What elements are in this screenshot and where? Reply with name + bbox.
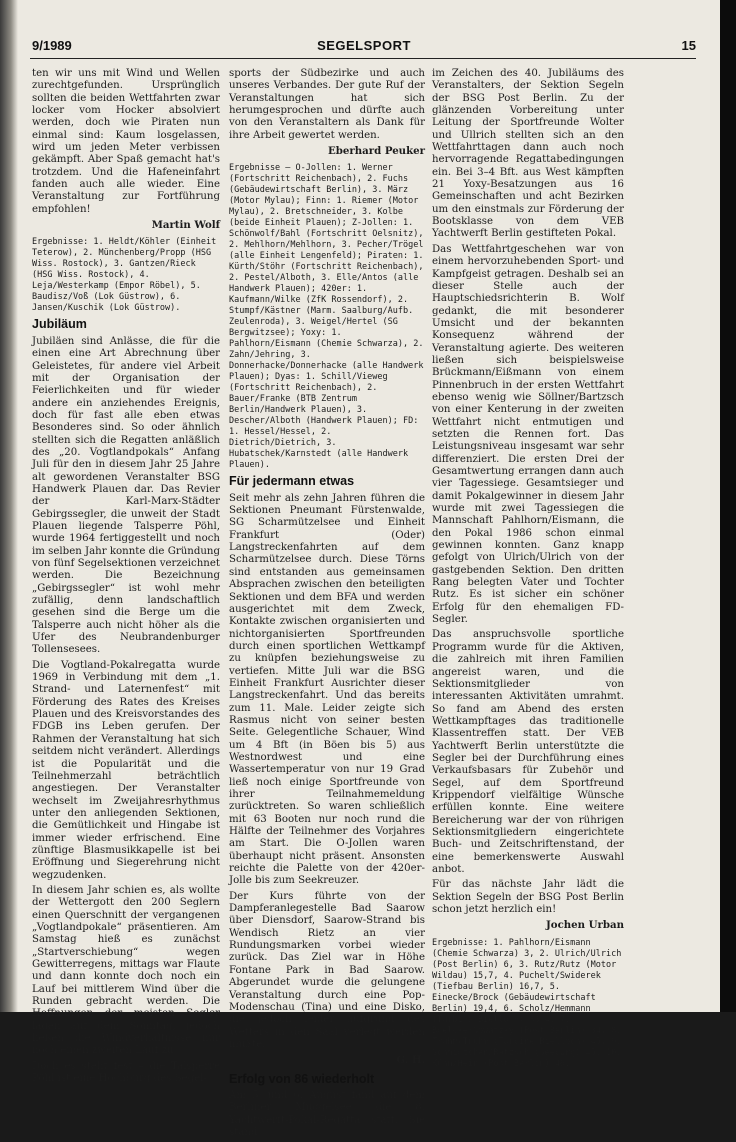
- paragraph: Die Vogtland-Pokalregatta wurde 1969 in Verbindung mit dem „1. Strand- und Laternenfest“ mit Förderung des Rates des Kreises Plauen und des Kreisvorstandes des FDGB ins Leben gerufen. Der Rahmen der Veranstaltung hat sich seitdem nicht verändert. Allerdings ist die Popularität und die Teilnehmerzahl beträchtlich angestiegen. Der Veranstalter wechselt im Zweijahresrhythmus unter den anliegenden Sektionen, die Gemütlichkeit und Hingabe ist immer wieder erfrischend. Eine zünftige Blasmusikkapelle ist bei Eröffnung und Siegerehrung nicht wegzudenken.: [32, 659, 220, 881]
- results-block: Ergebnisse: 1. Pahlhorn/Eismann (Chemie Schwarza) 3, 2. Ulrich/Ulrich (Post Berlin) 6, 3. Rutz/Rutz (Motor Wildau) 15,7, 4. Puchelt/Swiderek (Tiefbau Berlin) 16,7, 5. Einecke/Brock (Gebäudewirtschaft Berlin) 19,4, 6. Scholz/Hemmann (Turbine Bielloch) 33,4, 7. Boelcke/Nowatzky (Post Berlin) 34, 8. Truhm/Truhm (Turbine Bielloch) 45, 9. Schmidtchen/Ratzsch (Seeburg) 45, 10. Kühn/Hein (Post Berlin) 46.: [432, 937, 622, 1069]
- paragraph: Das anspruchsvolle sportliche Programm wurde für die Aktiven, die zahlreich mit ihren Familien angereist waren, und die Sektionsmitglieder von interessanten Aktivitäten umrahmt. So fand am Abend des ersten Wettkampftages das traditionelle Klassentreffen statt. Der VEB Yachtwerft Berlin unterstützte die Segler bei der Durchführung eines Verkaufsbasars für Zubehör und Segel, auf dem Sportfreund Krippendorf vielfältige Wünsche erfüllen konnte. Eine weitere Bereicherung war der von rührigen Sektionsmitgliedern eingerichtete Buch- und Zeitschriftenstand, der eine bemerkenswerte Auswahl anbot.: [432, 629, 624, 875]
- header-rule: [30, 58, 696, 59]
- author-signature: Jochen Urban: [545, 919, 624, 932]
- section-heading-fuer-jedermann: Für jedermann etwas: [229, 474, 355, 489]
- column-3: [432, 68, 624, 1073]
- section-heading-jubilaeum: Jubiläum: [32, 317, 87, 332]
- column-2: [229, 68, 425, 1142]
- magazine-title: SEGELSPORT: [317, 38, 411, 53]
- author-signature: G. H.: [396, 1054, 425, 1067]
- paragraph: In diesem Jahr schien es, als wollte der Wettergott den 200 Seglern einen Querschnitt der vergangenen „Vogtlandpokale“ präsentieren. Am Samstag hieß es zunächst „Startverschiebung“ wegen Gewitterregens, mittags war Flaute und dann konnte doch noch ein Lauf bei mittlerem Wind über die Runden gebracht werden. Die Hoffnungen der meisten Segler lagen auf dem Sonntag, jedoch ließen die Windverhältnisse nur noch einen zweiten Lauf zu.: [32, 884, 220, 1057]
- paragraph: Doch es steht fest – die Talsperre Pöhl ist eine Hochburg des Segel-: [32, 1060, 220, 1085]
- results-block: Ergebnisse: 1. Heldt/Köhler (Einheit Teterow), 2. Münchenberg/Propp (HSG Wiss. Rostock), 3. Gantzen/Rieck (HSG Wiss. Rostock), 4. Leja/Westerkamp (Empor Röbel), 5. Baudisz/Voß (Lok Güstrow), 6. Jansen/Kuschik (Lok Güstrow).: [32, 237, 217, 314]
- page-number: 15: [681, 38, 696, 53]
- running-header: [32, 38, 696, 56]
- paragraph: im Zeichen des 40. Jubiläums des Veranstalters, der Sektion Segeln der BSG Post Berlin. Zu der glänzenden Vorbereitung unter Leitung der Sportfreunde Wolter und Ullrich stellten sich an den Wettfahrttagen dann auch noch hervorragende Regattabedingungen ein. Bei 3–4 Bft. aus West kämpften 21 Yoxy-Besatzungen aus 16 Gemeinschaften und acht Bezirken um den einstmals zur Förderung der Bootsklasse von dem VEB Yachtwerft Berlin gestifteten Pokal.: [432, 68, 624, 240]
- page-binding-shadow: [0, 0, 18, 1012]
- paragraph: Für das nächste Jahr lädt die Sektion Segeln der BSG Post Berlin schon jetzt herzlich ein!: [432, 879, 624, 916]
- paragraph: Am 5. und 6. August fand auf dem Berliner Müggelsee die 8. Yachtwerft-Pokal-Regatta statt. Sie stand: [229, 1089, 425, 1138]
- paragraph: Der Kurs führte von der Dampferanlegestelle Bad Saarow über Diensdorf, Saarow-Strand bis Wendisch Rietz an vier Rundungsmarken vorbei wieder zurück. Das Ziel war in Höhe Fontane Park in Bad Saarow. Abgerundet wurde die gelungene Veranstaltung durch eine Pop-Modenschau (Tina) und eine Disko, die jedoch leider aufgrund des Wetters in den Saal verlegt werden mußte.: [229, 890, 425, 1050]
- paragraph: Seit mehr als zehn Jahren führen die Sektionen Pneumant Fürstenwalde, SG Scharmützelsee und Einheit Frankfurt (Oder) Langstreckenfahrten auf dem Scharmützelsee durch. Diese Törns sind entstanden aus gemeinsamen Absprachen zwischen den beteiligten Sektionen und dem BFA und werden ausgerichtet mit dem Zweck, Kontakte zwischen organisierten und nichtorganisierten Sportfreunden durch einen sportlichen Wettkampf zu knüpfen beziehungsweise zu vertiefen. Mitte Juli war die BSG Einheit Frankfurt Ausrichter dieser Langstreckenfahrt. Und das bereits zum 11. Male. Leider zeigte sich Rasmus nicht von seiner besten Seite. Gelegentliche Schauer, Wind um 4 Bft (in Böen bis 5) aus Westnordwest und eine Wassertemperatur von nur 19 Grad ließ noch einige Sportfreunde von ihrer Teilnahmemeldung zurücktreten. So waren schließlich mit 63 Booten nur noch rund die Hälfte der Teilnehmer des Vorjahres am Start. Die O-Jollen waren überhaupt nicht präsent. Ansonsten reichte die Palette von der 420er-Jolle bis zum Seekreuzer.: [229, 492, 425, 887]
- paragraph: sports der Südbezirke und auch unseres Verbandes. Der gute Ruf der Veranstaltungen hat sich herumgesprochen und dürfte auch von den Veranstaltern als Dank für ihre Arbeit gewertet werden.: [229, 68, 425, 141]
- issue-number: 9/1989: [32, 38, 72, 53]
- dark-page-edge: [720, 0, 736, 1012]
- paragraph: Jubiläen sind Anlässe, die für die einen eine Art Abrechnung über Geleistetes, für andere viel Arbeit mit der Organisation der Feierlichkeiten und für wieder andere ein anziehendes Ereignis, doch für fast alle eben etwas Besonderes sind. So oder ähnlich stellten sich die Regatten anläßlich des „20. Vogtlandpokals“ Anfang Juli für den in diesem Jahr 25 Jahre alt gewordenen Veranstalter BSG Handwerk Plauen dar. Das Revier der Karl-Marx-Städter Gebirgssegler, die unweit der Stadt Plauen liegende Talsperre Pöhl, wurde 1964 fertiggestellt und noch im selben Jahr konnte die Gründung von fünf Segelsektionen verzeichnet werden. Die Bezeichnung „Gebirgssegler“ ist wohl mehr zufällig, denn landschaftlich gesehen sind die Berge um die Talsperre auch nicht höher als die Ufer des Neubrandenburger Tollensesees.: [32, 335, 220, 656]
- results-block: Ergebnisse – O-Jollen: 1. Werner (Fortschritt Reichenbach), 2. Fuchs (Gebäudewirtschaft Berlin), 3. März (Motor Mylau); Finn: 1. Riemer (Motor Mylau), 2. Bretschneider, 3. Kolbe (beide Einheit Plauen); Z-Jollen: 1. Schönwolf/Bahl (Fortschritt Oelsnitz), 2. Mehlhorn/Mehlhorn, 3. Pecher/Trögel (alle Einheit Lengenfeld); Piraten: 1. Kürth/Stöhr (Fortschritt Reichenbach), 2. Pestel/Alboth, 3. Elle/Antos (alle Handwerk Plauen); 420er: 1. Kaufmann/Wilke (ZfK Rossendorf), 2. Stumpf/Kästner (Marm. Saalburg/Aufb. Zeulenroda), 3. Weigel/Hertel (SG Bergwitzsee); Yoxy: 1. Pahlhorn/Eismann (Chemie Schwarza), 2. Zahn/Jehring, 3. Donnerhacke/Donnerhacke (alle Handwerk Plauen); Dyas: 1. Schill/Vieweg (Fortschritt Reichenbach), 2. Bauer/Franke (BTB Zentrum Berlin/Handwerk Plauen), 3. Descher/Alboth (Handwerk Plauen); FD: 1. Hessel/Hessel, 2. Dietrich/Dietrich, 3. Hubatschek/Karnstedt (alle Handwerk Plauen).: [229, 163, 424, 471]
- section-heading-erfolg: Erfolg von 86 wiederholt: [229, 1071, 375, 1086]
- column-1: [32, 68, 220, 1088]
- paragraph: Das Wettfahrtgeschehen war von einem hervorzuhebenden Sport- und Kampfgeist getragen. Deshalb sei an dieser Stelle auch der Hauptschiedsrichterin B. Wolf gedankt, die mit besonderer Umsicht und der bekannten Konsequenz während der Veranstaltung agierte. Des weiteren ließen sich beispielsweise Brückmann/Eißmann von einem Pinnenbruch in der ersten Wettfahrt ebenso wenig wie Söllner/Bartzsch von einer Kenterung in der zweiten Wettfahrt nicht entmutigen und setzten die Rennen fort. Das Leistungsniveau insgesamt war sehr differenziert. Die ersten Drei der Gesamtwertung errangen dann auch vier Tagessiege. Gesamtsieger und damit Pokalgewinner in diesem Jahr wurde mit zwei Tagessiegen die Mannschaft Pahlhorn/Eismann, die den Pokal 1986 schon einmal gewinnen konnten. Ganz knapp gefolgt von Ulrich/Ulrich von der gastgebenden Sektion. Den dritten Rang belegten Vater und Tochter Rutz. Es ist sicher ein schöner Erfolg für den ehemaligen FD-Segler.: [432, 243, 624, 626]
- author-signature: Martin Wolf: [151, 219, 220, 232]
- author-signature: Eberhard Peuker: [328, 145, 425, 158]
- paragraph: ten wir uns mit Wind und Wellen zurechtgefunden. Ursprünglich sollten die beiden Wettfahrten zwar locker vom Hocker absolviert werden, doch wie Piraten nun einmal sind: Kaum losgelassen, wird um jeden Meter verbissen gekämpft. Aber Spaß gemacht hat's trotzdem. Und die Hafeneinfahrt fanden auch alle wieder. Eine Veranstaltung zur Fortführung empfohlen!: [32, 68, 220, 215]
